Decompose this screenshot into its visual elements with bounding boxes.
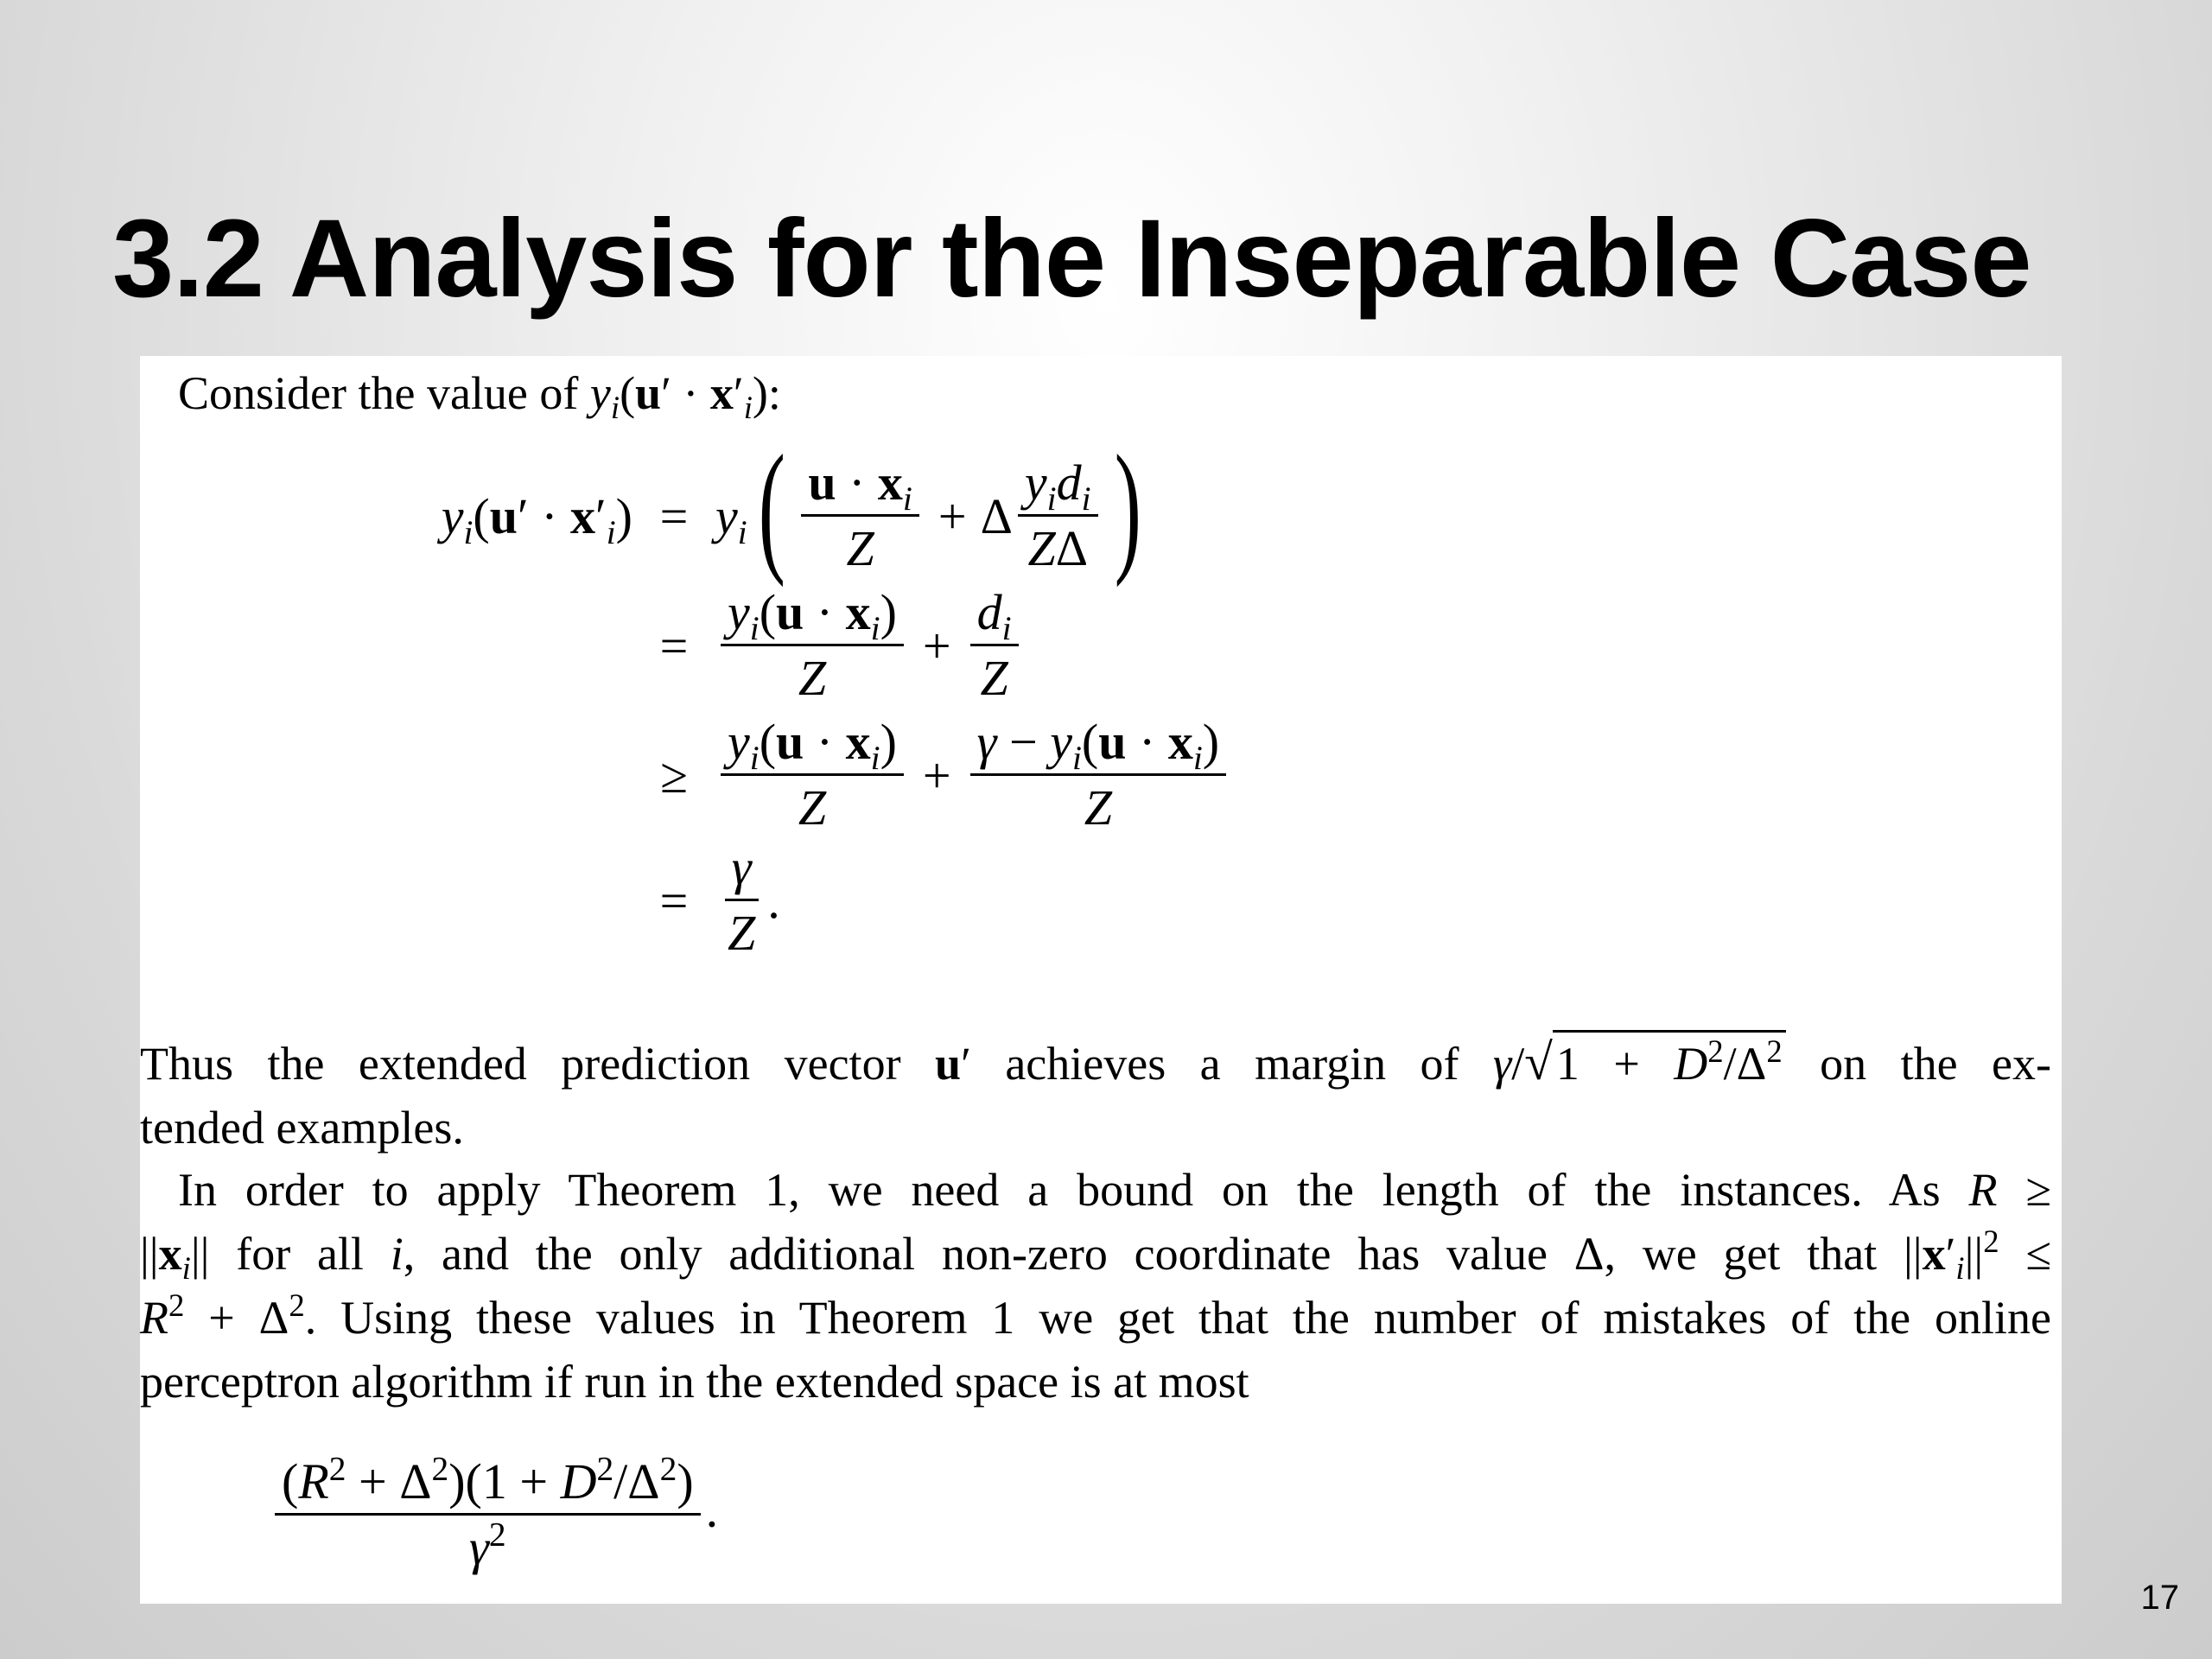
intro-line: Consider the value of $y_i(u' \cdot x'_i)$: (178, 367, 781, 426)
paragraph-line: $R^2 + \Delta^2$. Using these values in Theorem 1 we get that the number of mistakes of the online (140, 1287, 2051, 1344)
final-bound-equation: $\frac{(R^2 + \Delta^2)(1 + D^2/\Delta^2)}{\gamma^2}$ . (270, 1453, 718, 1576)
equation-row: = $\frac{\gamma}{Z}$ . (659, 838, 780, 961)
page-number: 17 (2140, 1579, 2179, 1617)
equation-row: ≥ $\frac{y_i(u \cdot x_i)}{Z}$ + $\frac{\gamma - y_i(u \cdot x_i)}{Z}$ (632, 715, 1231, 836)
content-panel (140, 356, 2062, 1604)
theorem-paragraph: In order to apply Theorem 1, we need a bound on the length of the instances. As R ≥ $||x_i||$ for all i, and the only additional non-zero coordinate has value Δ, we get that $||x'_i||^2$ ≤ $R^2 + \Delta^2$. Using these values in Theorem 1 we get that the number of mistakes of the online perceptron algorithm if run in the extended space is at most (140, 1158, 2051, 1414)
margin-paragraph: Thus the extended prediction vector u′ achieves a margin of $\gamma/√1 + D^2/\Delta^2$ on the ex- tended examples. (140, 1030, 2051, 1160)
paragraph-line: Thus the extended prediction vector u′ achieves a margin of $\gamma/√1 + D^2/\Delta^2$ on the ex- (140, 1030, 2051, 1096)
slide-title: 3.2 Analysis for the Inseparable Case (112, 197, 2031, 321)
paragraph-line: $||x_i||$ for all i, and the only additional non-zero coordinate has value Δ, we get that $||x'_i||^2$ ≤ (140, 1223, 2051, 1287)
paragraph-line: In order to apply Theorem 1, we need a bound on the length of the instances. As R ≥ (178, 1164, 2051, 1216)
equation-row: $y_i(u' \cdot x'_i)$ = $y_i$ ( $\frac{u \cdot x_i}{Z}$ + Δ $\frac{y_id_i}{Z\Delta}$ ) (441, 425, 1141, 588)
equation-row: = $\frac{y_i(u \cdot x_i)}{Z}$ + $\frac{d_i}{Z}$ (632, 585, 1024, 706)
